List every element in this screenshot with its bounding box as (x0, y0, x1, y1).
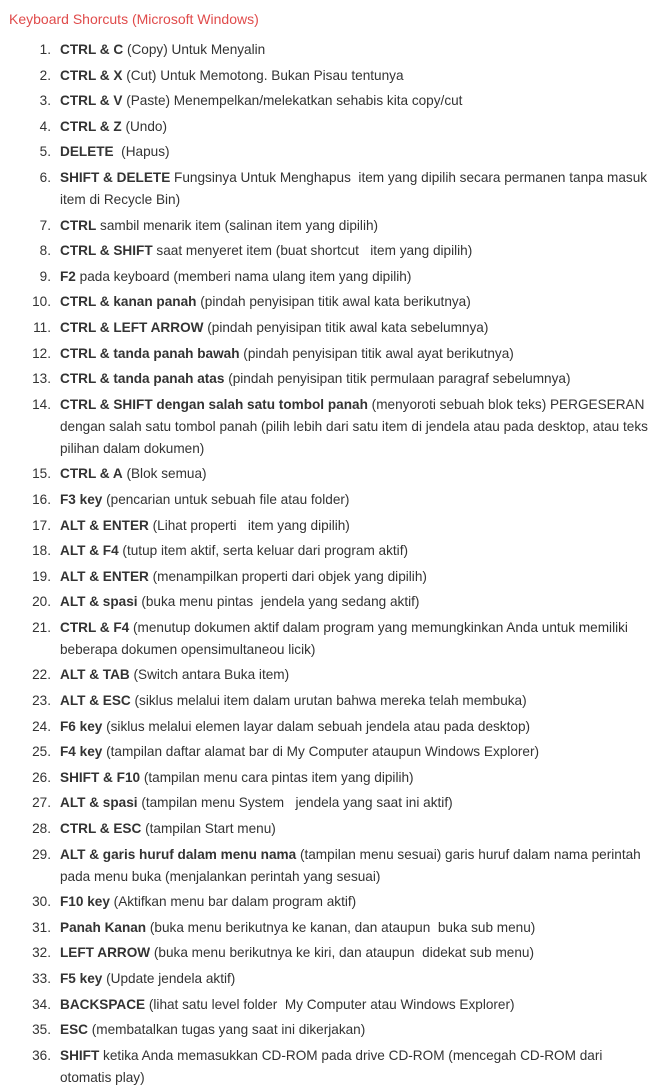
shortcut-description: (tampilan menu System jendela yang saat ini aktif) (137, 795, 453, 811)
item-body (60, 515, 654, 537)
item-body (60, 266, 654, 288)
shortcut-description: (buka menu pintas jendela yang sedang aktif) (137, 594, 420, 610)
item-number: 32. (32, 945, 51, 961)
item-body (60, 994, 654, 1016)
item-body (60, 792, 654, 814)
item-number: 17. (32, 517, 51, 533)
item-body (60, 1045, 654, 1089)
shortcut-description: Fungsinya Untuk Menghapus item yang dipilih secara permanen tanpa masuk item di Recycle Bin) (60, 169, 651, 207)
shortcut-key: CTRL & ESC (60, 821, 142, 837)
item-number: 24. (32, 718, 51, 734)
item-number: 6. (39, 169, 51, 185)
shortcut-description: (lihat satu level folder My Computer atau Windows Explorer) (145, 996, 515, 1012)
shortcut-item (9, 792, 654, 814)
shortcut-item (9, 917, 654, 939)
shortcut-key: CTRL & kanan panah (60, 294, 197, 310)
item-number: 33. (32, 971, 51, 986)
item-body (60, 1019, 654, 1041)
shortcut-description: (Switch antara Buka item) (129, 667, 290, 683)
shortcut-key: ALT & garis huruf dalam menu nama (60, 846, 297, 862)
item-body (60, 489, 654, 511)
shortcut-key: ESC (60, 1022, 88, 1038)
item-body (60, 240, 654, 262)
item-body (60, 65, 654, 87)
shortcut-list (9, 39, 654, 1089)
shortcut-item (9, 394, 654, 460)
shortcut-key: CTRL & V (60, 93, 123, 109)
item-body (60, 844, 654, 888)
item-number: 8. (39, 243, 51, 259)
item-number: 4. (39, 118, 51, 134)
shortcut-key: F4 key (60, 744, 103, 760)
shortcut-item (9, 116, 654, 138)
item-number: 36. (32, 1047, 51, 1063)
shortcut-description: (Blok semua) (122, 466, 207, 482)
shortcut-key: F2 (60, 268, 76, 284)
item-number: 12. (32, 345, 51, 361)
shortcut-key: Panah Kanan (60, 919, 147, 935)
shortcut-item (9, 240, 654, 262)
item-number: 35. (32, 1022, 51, 1038)
shortcut-description: (Lihat properti item yang dipilih) (148, 517, 350, 533)
shortcut-description: (Hapus) (113, 144, 170, 160)
shortcut-description: (siklus melalui elemen layar dalam sebuah jendela atau pada desktop) (102, 718, 531, 734)
item-body (60, 141, 654, 163)
item-number: 13. (32, 371, 51, 387)
shortcut-key: ALT & spasi (60, 795, 138, 811)
shortcut-description: sambil menarik item (salinan item yang dipilih) (96, 217, 379, 233)
item-body (60, 116, 654, 138)
shortcut-item (9, 515, 654, 537)
shortcut-item (9, 994, 654, 1016)
item-body (60, 215, 654, 237)
shortcut-description: (pindah penyisipan titik awal kata berikutnya) (196, 294, 471, 310)
shortcut-key: F5 key (60, 971, 103, 986)
item-number: 16. (32, 491, 51, 507)
item-body (60, 591, 654, 613)
shortcut-description: (pindah penyisipan titik permulaan paragraf sebelumnya) (224, 371, 571, 387)
shortcut-key: CTRL & F4 (60, 619, 130, 635)
shortcut-key: LEFT ARROW (60, 945, 151, 961)
shortcut-description: (buka menu berikutnya ke kiri, dan ataupun didekat sub menu) (150, 945, 534, 961)
shortcut-description: (pindah penyisipan titik awal ayat berikutnya) (239, 345, 514, 361)
shortcut-key: CTRL & C (60, 42, 124, 57)
item-number: 7. (39, 217, 51, 233)
shortcut-item (9, 167, 654, 211)
shortcut-key: F10 key (60, 894, 110, 910)
shortcut-description: (tutup item aktif, serta keluar dari program aktif) (118, 543, 409, 559)
shortcut-key: CTRL & A (60, 466, 123, 482)
item-number: 9. (39, 268, 51, 284)
shortcut-key: ALT & ENTER (60, 517, 149, 533)
shortcut-item (9, 566, 654, 588)
shortcut-item (9, 690, 654, 712)
item-body (60, 690, 654, 712)
item-body (60, 463, 654, 485)
item-number: 20. (32, 594, 51, 610)
item-body (60, 664, 654, 686)
shortcut-description: (tampilan Start menu) (141, 821, 276, 837)
shortcut-description: (Cut) Untuk Memotong. Bukan Pisau tentunya (122, 67, 404, 83)
shortcut-key: CTRL & tanda panah atas (60, 371, 225, 387)
item-number: 34. (32, 996, 51, 1012)
item-body (60, 716, 654, 738)
shortcut-key: ALT & ESC (60, 693, 131, 709)
shortcut-item (9, 489, 654, 511)
shortcut-description: (Copy) Untuk Menyalin (123, 42, 266, 57)
item-number: 21. (32, 619, 51, 635)
shortcut-item (9, 540, 654, 562)
shortcut-key: BACKSPACE (60, 996, 146, 1012)
shortcut-key: ALT & TAB (60, 667, 130, 683)
item-number: 30. (32, 894, 51, 910)
shortcut-item (9, 317, 654, 339)
shortcut-description: (Paste) Menempelkan/melekatkan sehabis kita copy/cut (122, 93, 463, 109)
shortcut-item (9, 664, 654, 686)
shortcut-item (9, 591, 654, 613)
shortcut-item (9, 1019, 654, 1041)
item-body (60, 942, 654, 964)
item-body (60, 343, 654, 365)
shortcut-item (9, 818, 654, 840)
shortcut-key: ALT & F4 (60, 543, 119, 559)
item-number: 27. (32, 795, 51, 811)
item-body (60, 891, 654, 913)
shortcut-key: SHIFT & F10 (60, 769, 141, 785)
shortcut-description: (menyoroti sebuah blok teks) PERGESERAN dengan salah satu tombol panah (pilih lebih dari satu item di jendela atau pada desktop, atau teks pilihan dalam dokumen) (60, 396, 652, 456)
shortcut-item (9, 141, 654, 163)
shortcut-item (9, 741, 654, 763)
item-body (60, 167, 654, 211)
item-number: 15. (32, 466, 51, 482)
item-body (60, 90, 654, 112)
shortcut-item (9, 368, 654, 390)
shortcut-key: SHIFT (60, 1047, 100, 1063)
item-body (60, 767, 654, 789)
shortcut-description: (menutup dokumen aktif dalam program yang memungkinkan Anda untuk memiliki beberapa dokumen opensimultaneou licik) (60, 619, 632, 657)
shortcut-description: (buka menu berikutnya ke kanan, dan ataupun buka sub menu) (146, 919, 536, 935)
item-number: 14. (32, 396, 51, 412)
shortcut-key: ALT & ENTER (60, 568, 149, 584)
item-body (60, 394, 654, 460)
shortcut-description: (siklus melalui item dalam urutan bahwa mereka telah membuka) (130, 693, 527, 709)
shortcut-description: (membatalkan tugas yang saat ini dikerjakan) (87, 1022, 366, 1038)
shortcut-description: (tampilan menu cara pintas item yang dipilih) (140, 769, 414, 785)
shortcut-key: CTRL & SHIFT (60, 243, 153, 259)
shortcut-item (9, 617, 654, 661)
shortcut-description: (tampilan menu sesuai) garis huruf dalam nama perintah pada menu buka (menjalankan perintah yang sesuai) (60, 846, 645, 884)
shortcut-item (9, 716, 654, 738)
shortcut-key: F3 key (60, 491, 103, 507)
shortcut-item (9, 65, 654, 87)
item-body (60, 39, 654, 61)
shortcut-key: CTRL & Z (60, 118, 122, 134)
shortcut-description: (Aktifkan menu bar dalam program aktif) (109, 894, 357, 910)
shortcut-item (9, 767, 654, 789)
shortcut-item (9, 891, 654, 913)
item-number: 22. (32, 667, 51, 683)
shortcut-description: (Undo) (121, 118, 167, 134)
item-body (60, 968, 654, 990)
item-number: 3. (39, 93, 51, 109)
shortcut-item (9, 844, 654, 888)
shortcut-description: (pencarian untuk sebuah file atau folder) (102, 491, 350, 507)
item-body (60, 917, 654, 939)
item-body (60, 317, 654, 339)
shortcut-item (9, 90, 654, 112)
shortcut-key: CTRL & tanda panah bawah (60, 345, 240, 361)
item-body (60, 818, 654, 840)
shortcut-item (9, 968, 654, 990)
shortcut-key: DELETE (60, 144, 114, 160)
item-body (60, 566, 654, 588)
item-body (60, 368, 654, 390)
item-body (60, 617, 654, 661)
shortcut-item (9, 942, 654, 964)
shortcut-item (9, 266, 654, 288)
item-body (60, 291, 654, 313)
item-number: 10. (32, 294, 51, 310)
shortcut-item (9, 291, 654, 313)
item-number: 11. (33, 319, 51, 335)
shortcut-description: (Update jendela aktif) (102, 971, 236, 986)
shortcut-description: saat menyeret item (buat shortcut item yang dipilih) (152, 243, 473, 259)
shortcut-key: ALT & spasi (60, 594, 138, 610)
shortcut-description: (tampilan daftar alamat bar di My Computer ataupun Windows Explorer) (102, 744, 540, 760)
item-number: 26. (32, 769, 51, 785)
shortcut-key: CTRL (60, 217, 97, 233)
shortcut-description: (pindah penyisipan titik awal kata sebelumnya) (203, 319, 489, 335)
item-number: 5. (39, 144, 51, 160)
shortcut-description: pada keyboard (memberi nama ulang item yang dipilih) (75, 268, 412, 284)
item-number: 31. (32, 919, 51, 935)
shortcut-item (9, 463, 654, 485)
shortcut-key: SHIFT & DELETE (60, 169, 171, 185)
shortcut-item (9, 1045, 654, 1089)
shortcut-key: CTRL & X (60, 67, 123, 83)
page-title: Keyboard Shorcuts (Microsoft Windows) (9, 11, 259, 27)
item-body (60, 741, 654, 763)
shortcut-item (9, 39, 654, 61)
shortcut-key: CTRL & SHIFT dengan salah satu tombol panah (60, 396, 368, 412)
item-number: 28. (32, 821, 51, 837)
shortcut-description: (menampilkan properti dari objek yang dipilih) (148, 568, 427, 584)
shortcut-key: CTRL & LEFT ARROW (60, 319, 204, 335)
shortcut-item (9, 215, 654, 237)
item-number: 25. (32, 744, 51, 760)
item-number: 23. (32, 693, 51, 709)
shortcut-description: ketika Anda memasukkan CD-ROM pada drive CD-ROM (mencegah CD-ROM dari otomatis play) (60, 1047, 607, 1085)
item-number: 18. (32, 543, 51, 559)
item-number: 29. (32, 846, 51, 862)
item-number: 2. (39, 67, 51, 83)
shortcut-key: F6 key (60, 718, 103, 734)
item-number: 1. (39, 42, 51, 57)
item-body (60, 540, 654, 562)
item-number: 19. (32, 568, 51, 584)
shortcut-item (9, 343, 654, 365)
